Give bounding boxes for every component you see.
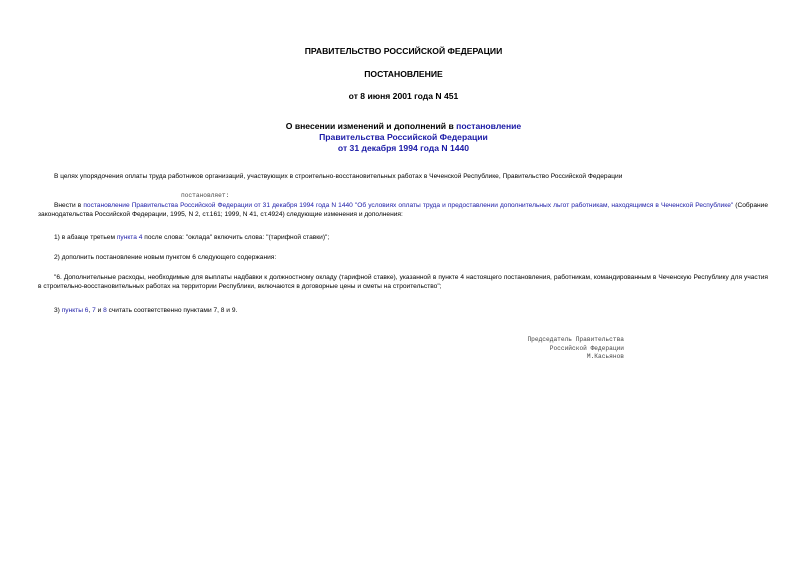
subject-link-date[interactable]: от 31 декабря 1994 года N 1440: [337, 143, 470, 153]
main-resolution-link[interactable]: постановление Правительства Российской Федерации от 31 декабря 1994 года N 1440 "Об условиях оплаты труда и предоставлении дополнительных льгот работникам, находящимся в Чеченской Республике": [83, 202, 734, 209]
item-3-link-point-8[interactable]: 8: [103, 307, 107, 314]
item-3-prefix: 3): [54, 307, 62, 314]
document-type-heading: ПОСТАНОВЛЕНИЕ: [364, 69, 443, 79]
government-heading: ПРАВИТЕЛЬСТВО РОССИЙСКОЙ ФЕДЕРАЦИИ: [304, 46, 503, 56]
signature-name: М.Касьянов: [586, 353, 624, 361]
decides-label: постановляет:: [181, 192, 230, 199]
document-date-number: от 8 июня 2001 года N 451: [348, 91, 459, 101]
subject-link-government[interactable]: Правительства Российской Федерации: [319, 132, 488, 142]
item-3-paragraph: [38, 306, 768, 315]
item-2-paragraph: 2) дополнить постановление новым пунктом 6 следующего содержания:: [54, 254, 277, 261]
item-3-after: считать соответственно пунктами 7, 8 и 9.: [106, 307, 238, 314]
item-1-paragraph: [38, 233, 768, 242]
subject-link-resolution[interactable]: постановление: [456, 121, 522, 131]
signature-org: Российской Федерации: [549, 344, 624, 352]
item-1-link-point-4[interactable]: пункта 4: [116, 234, 143, 241]
main-rest: (Собрание законодательства Российской Федерации, 1995, N 2, ст.161; 1999, N 41, ст.4924) следующие изменения и дополнения:: [38, 202, 769, 219]
item-3-link-point-7[interactable]: 7: [92, 307, 96, 314]
signature-title: Председатель Правительства: [527, 336, 624, 343]
new-item-6-paragraph: "6. Дополнительные расходы, необходимые для выплаты надбавки к должностному окладу (тарифной ставке), указанной в пункте 4 настоящего постановления, работникам, командированным в Чеченскую Республику для участия в строительно-восстановительных работах на территории Республики, включаются в договорные цены и сметы на строительство";: [38, 274, 768, 291]
item-3-link-point-6[interactable]: пункты 6: [61, 307, 89, 314]
document-subject: [0, 121, 807, 154]
item-3-sep-1: ,: [88, 307, 93, 314]
item-1-after: после слова: "оклада" включить слова: "(тарифной ставки)";: [142, 234, 330, 241]
item-3-sep-2: и: [95, 307, 104, 314]
subject-prefix: О внесении изменений и дополнений в: [285, 121, 457, 131]
item-1-before: 1) в абзаце третьем: [54, 234, 117, 241]
main-intro: Внести в: [54, 202, 84, 209]
main-paragraph: [38, 201, 768, 220]
preamble-paragraph: В целях упорядочения оплаты труда работников организаций, участвующих в строительно-восстановительных работах в Чеченской Республике, Правительство Российской Федерации: [54, 173, 623, 180]
signature-block: [527, 336, 624, 362]
